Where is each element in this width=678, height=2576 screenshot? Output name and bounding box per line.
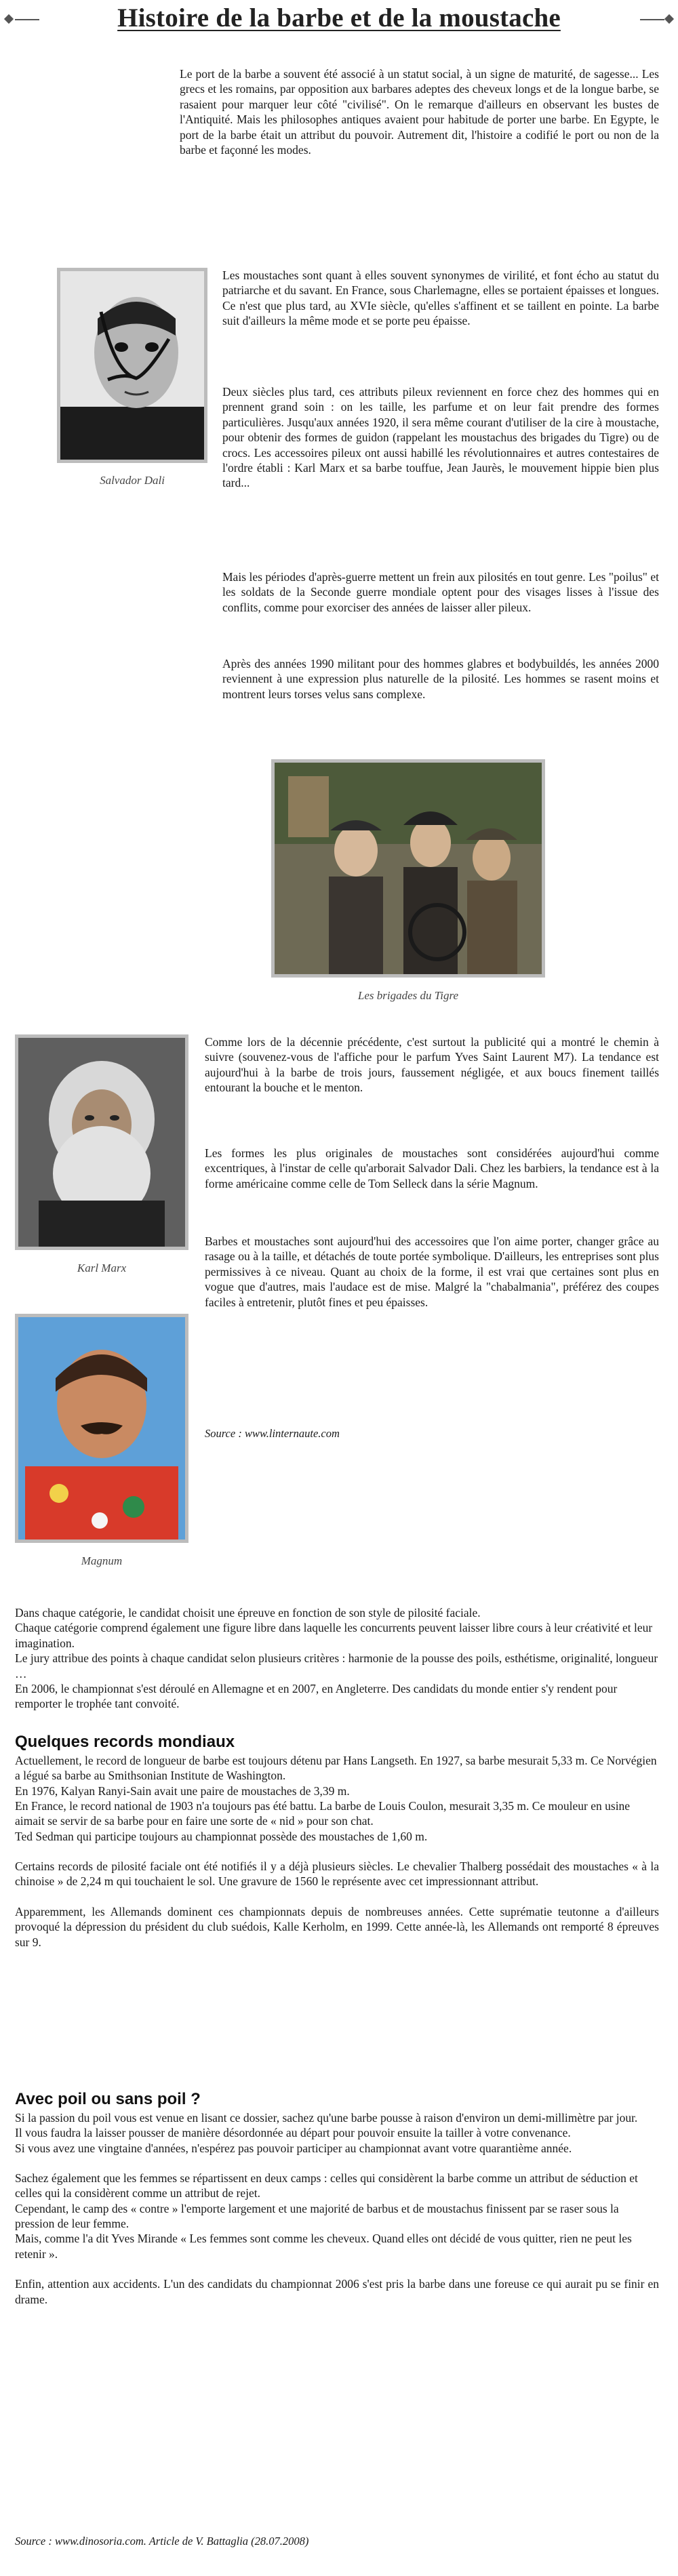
dali-portrait-icon bbox=[60, 271, 204, 460]
paragraph-annees-2000: Après des années 1990 militant pour des hommes glabres et bodybuildés, les années 2000 reviennent à une expression plus naturelle de la pilosité. Les hommes se rasent moins et montrent leurs torses velus sans complexe. bbox=[222, 657, 659, 701]
records-line: En 1976, Kalyan Ranyi-Sain avait une paire de moustaches de 3,39 m. bbox=[15, 1784, 350, 1798]
intro-paragraph: Le port de la barbe a souvent été associé à un statut social, à un signe de maturité, de sagesse... Les grecs et les romains, par opposition aux barbares adeptes des cheveux longs et de la longue barbe, se rasaient pour marquer leur côté "civilisé". On le remarque d'ailleurs en observant les bustes de l'Antiquité. Mais les philosophes antiques avaient pour habitude de porter une barbe. En Egypte, le port de la barbe était un attribut du pouvoir. Autrement dit, l'histoire a codifié le port ou non de la barbe et façonné les modes. bbox=[180, 67, 659, 157]
caption-salvador-dali: Salvador Dali bbox=[100, 474, 165, 487]
championship-line: Le jury attribue des points à chaque candidat selon plusieurs critères : harmonie de la pousse des poils, esthétisme, originalité, longueur … bbox=[15, 1651, 658, 1681]
source-dinosoria: Source : www.dinosoria.com. Article de V. Battaglia (28.07.2008) bbox=[15, 2535, 309, 2548]
poil-heading: Avec poil ou sans poil ? bbox=[15, 2090, 201, 2108]
poil-line: Il vous faudra la laisser pousser de manière désordonnée au départ pour pouvoir ensuite la tailler à votre convenance. bbox=[15, 2126, 571, 2140]
page-header bbox=[0, 0, 678, 41]
poil-line: Si vous avez une vingtaine d'années, n'espérez pas pouvoir participer au championnat avant votre quarantième année. bbox=[15, 2141, 572, 2155]
records-heading: Quelques records mondiaux bbox=[15, 1733, 235, 1751]
source-linternaute: Source : www.linternaute.com bbox=[205, 1427, 340, 1440]
poil-section bbox=[15, 2089, 659, 2307]
paragraph-formes-originales: Les formes les plus originales de moustaches sont considérées aujourd'hui comme excentriques, à l'instar de celle qu'arborait Salvador Dali. Chez les barbiers, la tendance est à la forme américaine comme celle de Tom Selleck dans la série Magnum. bbox=[205, 1146, 659, 1190]
caption-magnum: Magnum bbox=[81, 1554, 123, 1567]
brigades-photo-icon bbox=[275, 763, 542, 974]
paragraph-publicite: Comme lors de la décennie précédente, c'est surtout la publicité qui a montré le chemin à suivre (souvenez-vous de l'affiche pour le parfum Yves Saint Laurent M7). La tendance est aujourd'hui à la barbe de trois jours, faussement négligée, et aux boucs finement taillés entourant la bouche et le menton. bbox=[205, 1035, 659, 1095]
paragraph-apres-guerre: Mais les périodes d'après-guerre mettent un frein aux pilosités en tout genre. Les "poilus" et les soldats de la Seconde guerre mondiale optent pour des visages lisses à l'issue des conflits, comme pour exorciser des années de laisser aller pileux. bbox=[222, 570, 659, 614]
records-section bbox=[15, 1732, 659, 1950]
caption-brigades-du-tigre: Les brigades du Tigre bbox=[357, 989, 459, 1002]
magnum-portrait-icon bbox=[18, 1317, 185, 1539]
championship-line: En 2006, le championnat s'est déroulé en Allemagne et en 2007, en Angleterre. Des candidats du monde entier s'y rendent pour remporter le trophée tant convoité. bbox=[15, 1681, 618, 1711]
records-line: Ted Sedman qui participe toujours au championnat possède des moustaches de 1,60 m. bbox=[15, 1829, 428, 1843]
paragraph-deux-siecles: Deux siècles plus tard, ces attributs pileux reviennent en force chez des hommes qui en prennent grand soin : on les taille, les parfume et on leur fait prendre des formes particulières. Jusqu'aux années 1920, il sera même courant d'utiliser de la cire à moustache, pour obtenir des formes de guidon (rappelant les moustachus des brigades du Tigre) ou de crocs. Les accessoires pileux ont aussi habillé les révolutionnaires et autres contestaires de l'ordre établi : Karl Marx et sa barbe touffue, Jean Jaurès, le mouvement hippie bien plus tard... bbox=[222, 385, 659, 490]
title-rule-right bbox=[640, 19, 664, 20]
marx-portrait-icon bbox=[18, 1038, 185, 1247]
poil-line: Si la passion du poil vous est venue en lisant ce dossier, sachez qu'une barbe pousse à raison d'environ un demi-millimètre par jour. bbox=[15, 2110, 638, 2125]
championship-line: Dans chaque catégorie, le candidat choisit une épreuve en fonction de son style de pilosité faciale. bbox=[15, 1606, 481, 1619]
poil-paragraph-accidents: Enfin, attention aux accidents. L'un des candidats du championnat 2006 s'est pris la barbe dans une foreuse ce qui aurait pu se finir en drame. bbox=[15, 2277, 659, 2306]
photo-brigades-du-tigre bbox=[271, 759, 545, 978]
page-title: Histoire de la barbe et de la moustache bbox=[117, 3, 561, 33]
caption-karl-marx: Karl Marx bbox=[77, 1262, 127, 1274]
records-line: En France, le record national de 1903 n'a toujours pas été battu. La barbe de Louis Coulon, mesurait 3,35 m. Ce mouleur en usine aimait se servir de sa barbe pour en faire une sorte de « nid » pour son chat. bbox=[15, 1798, 631, 1828]
poil-line: Cependant, le camp des « contre » l'emporte largement et une majorité de barbus et de moustachus finissent par se raser sous la pression de leur femme. bbox=[15, 2201, 619, 2231]
paragraph-barbes-accessoires: Barbes et moustaches sont aujourd'hui des accessoires que l'on aime porter, changer grâce au rasage ou à la taille, et détachés de toute portée symbolique. D'ailleurs, les entreprises sont plus permissives à ce niveau. Quant au choix de la forme, il est vrai que certaines sont plus en vogue que d'autres, mais l'audace est de mise. Malgré la "chabalmania", préférez des coupes faciles à entretenir, plutôt fines et peu épaisses. bbox=[205, 1234, 659, 1309]
poil-line: Mais, comme l'a dit Yves Mirande « Les femmes sont comme les cheveux. Quand elles ont décidé de vous quitter, rien ne peut les retenir ». bbox=[15, 2232, 632, 2261]
paragraph-moustaches: Les moustaches sont quant à elles souvent synonymes de virilité, et font écho au statut du patriarche et du savant. En France, sous Charlemagne, elles se portaient épaisses et longues. Ce n'est que plus tard, au XVIe siècle, qu'elles s'affinent et se taillent en pointe. La barbe suit d'ailleurs la même mode et se porte peu épaisse. bbox=[222, 268, 659, 328]
championship-section bbox=[15, 1605, 659, 1712]
photo-salvador-dali bbox=[57, 268, 207, 463]
poil-line: Sachez également que les femmes se répartissent en deux camps : celles qui considèrent la barbe comme un attribut de séduction et celles qui la considèrent comme un attribut de rejet. bbox=[15, 2171, 638, 2200]
records-paragraph-allemands: Apparemment, les Allemands dominent ces championnats depuis de nombreuses années. Cette suprématie teutonne a d'ailleurs provoqué la dépression du président du club suédois, Kalle Kerholm, en 1999. Cette année-là, les Allemands ont remporté 8 épreuves sur 9. bbox=[15, 1904, 659, 1949]
championship-line: Chaque catégorie comprend également une figure libre dans laquelle les concurrents peuvent laisser libre cours à leur créativité et leur imagination. bbox=[15, 1621, 653, 1650]
records-paragraph-thalberg: Certains records de pilosité faciale ont été notifiés il y a déjà plusieurs siècles. Le chevalier Thalberg possédait des moustaches « à la chinoise » de 2,24 m qui touchaient le sol. Une gravure de 1560 le représente avec cet impressionnant attribut. bbox=[15, 1859, 659, 1889]
photo-karl-marx bbox=[15, 1034, 188, 1250]
photo-magnum bbox=[15, 1314, 188, 1543]
records-line: Actuellement, le record de longueur de barbe est toujours détenu par Hans Langseth. En 1927, sa barbe mesurait 5,33 m. Ce Norvégien a légué sa barbe au Smithsonian Institute de Washington. bbox=[15, 1753, 657, 1783]
